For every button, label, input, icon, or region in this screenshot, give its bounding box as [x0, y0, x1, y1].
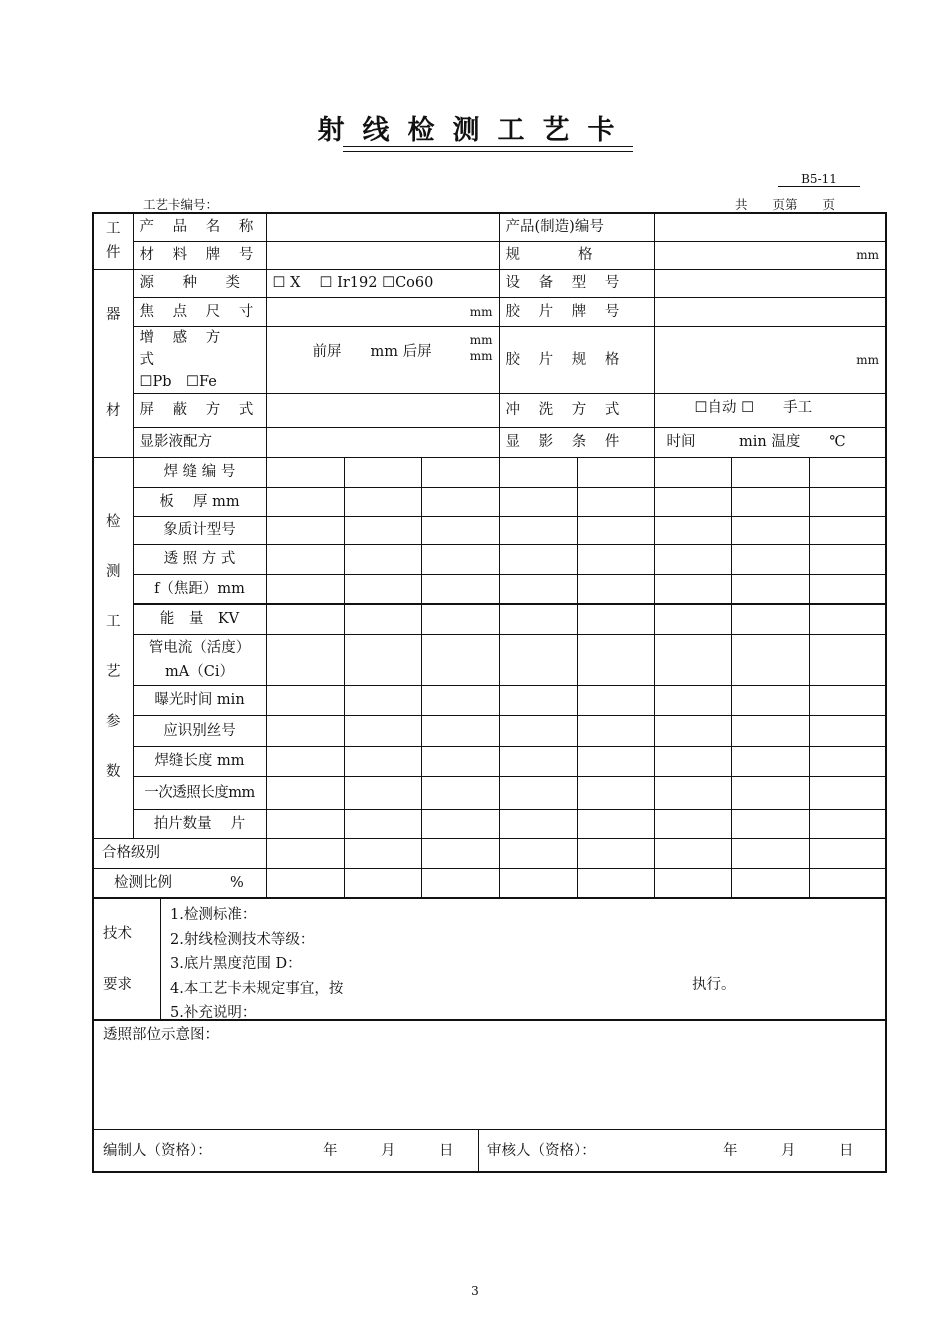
param-cell[interactable]	[499, 685, 577, 715]
param-label: 拍片数量 片	[133, 809, 266, 838]
product-name-label: 产 品 名 称	[133, 213, 266, 241]
param-cell[interactable]	[266, 487, 344, 516]
param-cell[interactable]	[731, 809, 809, 838]
param-cell[interactable]	[344, 487, 421, 516]
screen-unit-1: mm	[469, 332, 493, 347]
param-cell[interactable]	[344, 685, 421, 715]
front-screen-label: 前屏 mm 后屏	[312, 343, 432, 360]
param-cell[interactable]	[809, 544, 886, 574]
param-cell[interactable]	[344, 604, 421, 634]
param-label: 一次透照长度mm	[133, 776, 266, 809]
form-code: B5-11	[778, 172, 860, 187]
qualify-cell[interactable]	[809, 838, 886, 868]
ratio-cell[interactable]	[654, 868, 731, 898]
qualify-cell[interactable]	[344, 838, 421, 868]
param-cell[interactable]	[344, 715, 421, 746]
param-cell[interactable]	[344, 544, 421, 574]
qualify-cell[interactable]	[266, 838, 344, 868]
param-cell[interactable]	[577, 634, 654, 685]
param-cell[interactable]	[499, 634, 577, 685]
product-no-label: 产品(制造)编号	[499, 213, 654, 241]
tech-label-2: 要求	[103, 977, 132, 993]
param-cell[interactable]	[266, 544, 344, 574]
param-cell[interactable]	[266, 715, 344, 746]
param-cell[interactable]	[499, 487, 577, 516]
param-cell[interactable]	[654, 634, 731, 685]
qualify-cell[interactable]	[577, 838, 654, 868]
param-cell[interactable]	[577, 544, 654, 574]
source-type-label: 源 种 类	[133, 269, 266, 297]
shield-mode-field[interactable]	[266, 393, 499, 427]
param-cell[interactable]	[809, 685, 886, 715]
param-cell[interactable]	[499, 715, 577, 746]
param-cell[interactable]	[499, 574, 577, 604]
param-cell[interactable]	[499, 809, 577, 838]
focus-size-label: 焦 点 尺 寸	[133, 297, 266, 326]
screen-mode-title: 增 感 方 式	[139, 329, 228, 368]
pages-label: 共 页第 页	[735, 197, 836, 212]
tech-line: 4.本工艺卡未规定事宜，按	[170, 980, 344, 997]
page-number: 3	[471, 1284, 479, 1298]
param-cell[interactable]	[809, 457, 886, 487]
param-cell[interactable]	[266, 574, 344, 604]
focus-size-field[interactable]: mm	[266, 297, 499, 326]
param-cell[interactable]	[421, 604, 499, 634]
param-cell[interactable]	[577, 487, 654, 516]
param-cell[interactable]	[421, 809, 499, 838]
param-cell[interactable]	[499, 516, 577, 544]
param-cell[interactable]	[731, 516, 809, 544]
material-label: 材 料 牌 号	[133, 241, 266, 269]
developer-field[interactable]	[266, 427, 499, 457]
author-label: 编制人（资格）：	[103, 1142, 212, 1159]
param-label: 管电流（活度）	[148, 639, 251, 656]
param-cell[interactable]	[344, 457, 421, 487]
film-spec-field[interactable]: mm	[654, 326, 886, 393]
param-cell[interactable]	[654, 776, 731, 809]
param-cell[interactable]	[421, 776, 499, 809]
device-model-label: 设 备 型 号	[499, 269, 654, 297]
screen-mode-label	[133, 326, 266, 393]
product-no-field[interactable]	[654, 213, 886, 241]
param-cell[interactable]	[499, 457, 577, 487]
param-cell[interactable]	[577, 809, 654, 838]
param-cell[interactable]	[809, 634, 886, 685]
param-cell[interactable]	[577, 604, 654, 634]
param-cell[interactable]	[731, 715, 809, 746]
ratio-cell[interactable]	[499, 868, 577, 898]
param-cell[interactable]	[654, 516, 731, 544]
qualify-cell[interactable]	[731, 838, 809, 868]
param-cell[interactable]	[654, 715, 731, 746]
screen-unit-2: mm	[469, 348, 493, 363]
param-cell[interactable]	[809, 487, 886, 516]
param-cell[interactable]	[421, 634, 499, 685]
param-cell[interactable]	[266, 746, 344, 776]
film-brand-field[interactable]	[654, 297, 886, 326]
param-cell[interactable]	[654, 574, 731, 604]
inspection-card-table	[92, 212, 887, 1173]
param-cell[interactable]	[266, 604, 344, 634]
tech-line: 3.底片黑度范围 D：	[170, 956, 302, 972]
param-cell[interactable]	[654, 457, 731, 487]
param-cell[interactable]	[731, 685, 809, 715]
film-spec-label: 胶 片 规 格	[499, 326, 654, 393]
param-cell[interactable]	[499, 604, 577, 634]
qualify-cell[interactable]	[421, 838, 499, 868]
screen-field[interactable]	[266, 326, 499, 393]
param-label-current	[133, 634, 266, 685]
param-cell[interactable]	[499, 776, 577, 809]
param-cell[interactable]	[654, 604, 731, 634]
workpiece-group: 工 件	[93, 213, 133, 269]
tech-line: 5.补充说明：	[170, 1005, 257, 1020]
param-cell[interactable]	[266, 685, 344, 715]
param-cell[interactable]	[421, 715, 499, 746]
card-number-label: 工艺卡编号：	[143, 197, 219, 212]
param-cell[interactable]	[731, 604, 809, 634]
param-cell[interactable]	[266, 516, 344, 544]
params-group: 检 测 工 艺 参 数	[93, 457, 133, 838]
ratio-cell[interactable]	[344, 868, 421, 898]
param-cell[interactable]	[499, 746, 577, 776]
param-cell[interactable]	[809, 574, 886, 604]
ratio-cell[interactable]	[809, 868, 886, 898]
param-label: 焊 缝 编 号	[133, 457, 266, 487]
param-cell[interactable]	[344, 746, 421, 776]
page-title: 射线检测工艺卡	[317, 115, 633, 146]
qualify-cell[interactable]	[499, 838, 577, 868]
param-cell[interactable]	[654, 544, 731, 574]
param-cell[interactable]	[731, 574, 809, 604]
device-model-field[interactable]	[654, 269, 886, 297]
tech-line: 2.射线检测技术等级：	[170, 931, 315, 948]
develop-cond-field[interactable]: 时间 min 温度 ℃	[654, 427, 886, 457]
param-cell[interactable]	[809, 715, 886, 746]
screen-mode-options[interactable]: ☐Pb ☐Fe	[139, 373, 217, 390]
tech-lines	[170, 903, 343, 1020]
param-cell[interactable]	[499, 544, 577, 574]
title-underline	[343, 146, 633, 147]
shield-mode-label: 屏 蔽 方 式	[133, 393, 266, 427]
param-label: 能 量 KV	[133, 604, 266, 634]
param-cell[interactable]	[577, 574, 654, 604]
param-cell[interactable]	[809, 776, 886, 809]
param-label: 透 照 方 式	[133, 544, 266, 574]
ratio-cell[interactable]	[731, 868, 809, 898]
product-name-field[interactable]	[266, 213, 499, 241]
developer-label: 显影液配方	[133, 427, 266, 457]
param-cell[interactable]	[731, 487, 809, 516]
title-underline-2	[343, 151, 633, 152]
tech-exec: 执行。	[692, 977, 736, 993]
param-cell[interactable]	[421, 457, 499, 487]
param-cell[interactable]	[654, 809, 731, 838]
film-brand-label: 胶 片 牌 号	[499, 297, 654, 326]
param-cell[interactable]	[577, 457, 654, 487]
source-type-options[interactable]: ☐ X ☐ Ir192 ☐Co60	[266, 269, 499, 297]
param-cell[interactable]	[421, 516, 499, 544]
develop-cond-label: 显 影 条 件	[499, 427, 654, 457]
tech-requirements	[93, 898, 886, 1020]
param-cell[interactable]	[421, 685, 499, 715]
param-cell[interactable]	[266, 809, 344, 838]
param-cell[interactable]	[266, 457, 344, 487]
spec-field[interactable]: mm	[654, 241, 886, 269]
param-cell[interactable]	[577, 715, 654, 746]
param-cell[interactable]	[421, 544, 499, 574]
param-cell[interactable]	[731, 457, 809, 487]
param-label: 应识别丝号	[133, 715, 266, 746]
tech-label-1: 技术	[103, 926, 132, 942]
ratio-cell[interactable]	[266, 868, 344, 898]
param-cell[interactable]	[344, 574, 421, 604]
param-cell[interactable]	[654, 685, 731, 715]
param-cell[interactable]	[577, 746, 654, 776]
param-cell[interactable]	[577, 685, 654, 715]
param-cell[interactable]	[344, 776, 421, 809]
author-date[interactable]: 年 月 日	[323, 1142, 454, 1159]
param-cell[interactable]	[577, 516, 654, 544]
signature-divider	[478, 1130, 479, 1173]
diagram-area[interactable]: 透照部位示意图：	[93, 1020, 886, 1129]
param-cell[interactable]	[421, 487, 499, 516]
param-cell[interactable]	[809, 604, 886, 634]
spec-label: 规 格	[499, 241, 654, 269]
param-cell[interactable]	[654, 487, 731, 516]
tech-line: 1.检测标准：	[170, 907, 257, 923]
param-cell[interactable]	[577, 776, 654, 809]
tech-label-box	[94, 899, 161, 1020]
param-cell[interactable]	[731, 776, 809, 809]
ratio-cell[interactable]	[577, 868, 654, 898]
wash-mode-label: 冲 洗 方 式	[499, 393, 654, 427]
qualify-cell[interactable]	[654, 838, 731, 868]
param-cell[interactable]	[731, 544, 809, 574]
param-label: 焊缝长度 mm	[133, 746, 266, 776]
param-cell[interactable]	[344, 634, 421, 685]
wash-mode-options[interactable]: ☐自动 ☐ 手工	[654, 393, 886, 427]
param-cell[interactable]	[266, 776, 344, 809]
param-label: 曝光时间 min	[133, 685, 266, 715]
param-cell[interactable]	[731, 746, 809, 776]
param-label: 象质计型号	[133, 516, 266, 544]
signature-row	[93, 1129, 886, 1172]
param-cell[interactable]	[421, 574, 499, 604]
current-unit: mA（Ci）	[165, 663, 234, 680]
param-cell[interactable]	[809, 809, 886, 838]
param-cell[interactable]	[809, 516, 886, 544]
reviewer-date[interactable]: 年 月 日	[723, 1142, 854, 1159]
equipment-group: 器 材	[93, 269, 133, 457]
ratio-label: 检测比例 %	[93, 868, 266, 898]
param-label: 板 厚 mm	[133, 487, 266, 516]
param-cell[interactable]	[344, 516, 421, 544]
param-cell[interactable]	[809, 746, 886, 776]
param-cell[interactable]	[654, 746, 731, 776]
material-field[interactable]	[266, 241, 499, 269]
qualify-level-label: 合格级别	[93, 838, 266, 868]
param-cell[interactable]	[266, 634, 344, 685]
param-cell[interactable]	[421, 746, 499, 776]
param-cell[interactable]	[731, 634, 809, 685]
param-label: f（焦距）mm	[133, 574, 266, 604]
param-cell[interactable]	[344, 809, 421, 838]
ratio-cell[interactable]	[421, 868, 499, 898]
reviewer-label: 审核人（资格）：	[487, 1142, 596, 1159]
